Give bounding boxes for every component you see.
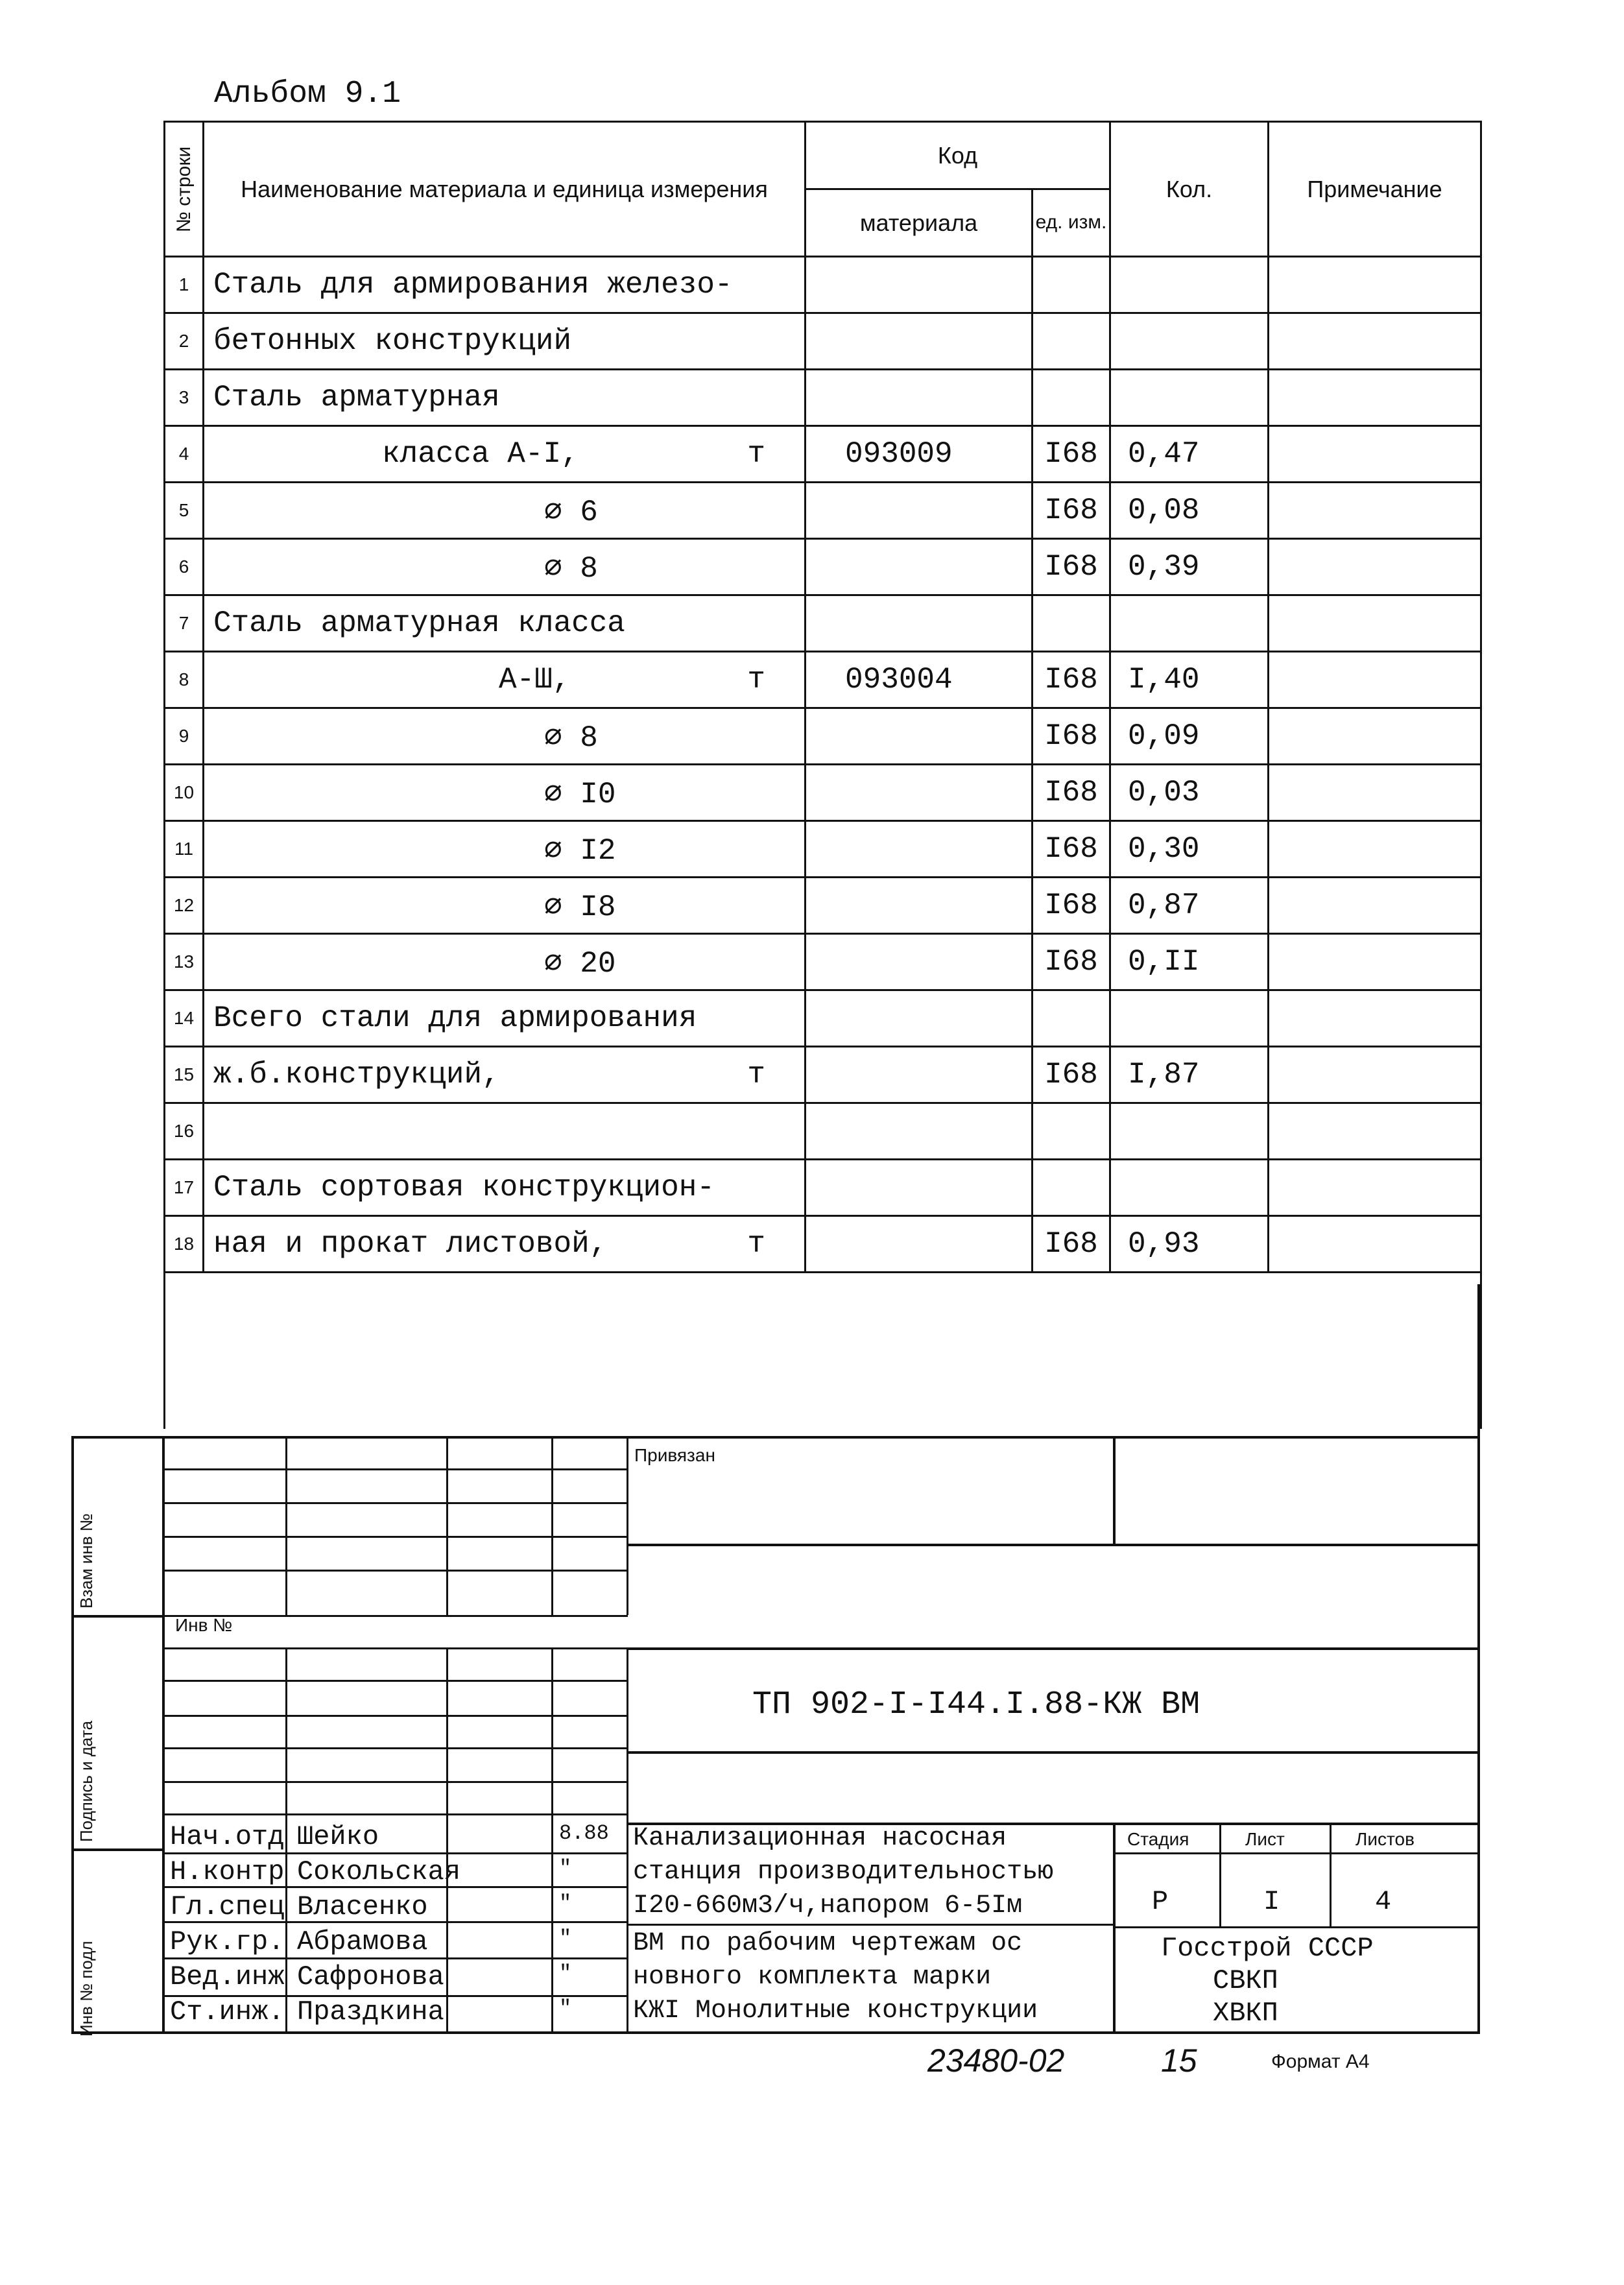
material-name-text: ⌀ 20 <box>544 946 616 981</box>
material-name-text: ⌀ 6 <box>544 495 598 529</box>
table-row <box>165 1047 1481 1103</box>
org-line-1: Госстрой СССР <box>1161 1933 1374 1964</box>
unit-code: I68 <box>1033 483 1110 539</box>
frame-line <box>1477 1284 1480 2034</box>
stamp-person-date: " <box>559 1996 572 2020</box>
stamp-person-name: Праздкина <box>297 1996 444 2028</box>
frame-line <box>71 1848 163 1851</box>
note <box>1269 313 1481 370</box>
material-name-text: Сталь арматурная <box>213 381 500 414</box>
stamp-person-date: 8.88 <box>559 1821 609 1845</box>
table-row <box>165 257 1481 313</box>
unit-code: I68 <box>1033 426 1110 483</box>
unit-code <box>1033 990 1110 1047</box>
material-name <box>204 1047 806 1103</box>
material-name-text: класса А-I, <box>382 437 579 471</box>
note <box>1269 257 1481 313</box>
frame-line <box>162 1468 628 1470</box>
stamp-title-line: станция производительностью <box>633 1858 1054 1887</box>
note <box>1269 1103 1481 1160</box>
material-code <box>806 1160 1033 1216</box>
frame-line <box>1113 1436 1116 1544</box>
material-code <box>806 539 1033 595</box>
table-row <box>165 1216 1481 1273</box>
unit-code: I68 <box>1033 821 1110 878</box>
row-number: 18 <box>165 1216 204 1273</box>
unit-code <box>1033 313 1110 370</box>
material-name-text: ⌀ 8 <box>544 551 598 586</box>
unit-code: I68 <box>1033 934 1110 990</box>
material-code <box>806 257 1033 313</box>
material-code <box>806 878 1033 934</box>
material-name <box>204 934 806 990</box>
row-number: 12 <box>165 878 204 934</box>
header-code-material: материала <box>806 189 1033 257</box>
frame-line <box>71 2031 1480 2034</box>
unit-code: I68 <box>1033 765 1110 821</box>
blank-area <box>165 1273 1481 1430</box>
material-name <box>204 990 806 1047</box>
note <box>1269 652 1481 708</box>
unit-code: I68 <box>1033 1047 1110 1103</box>
blank-cell <box>165 1273 1481 1430</box>
header-name: Наименование материала и единица измерения <box>204 122 806 257</box>
material-name <box>204 483 806 539</box>
frame-line <box>627 1436 628 1615</box>
frame-line <box>627 1924 1113 1926</box>
note <box>1269 990 1481 1047</box>
unit-code <box>1033 595 1110 652</box>
material-name-text: ж.б.конструкций, <box>213 1058 500 1092</box>
stamp-title-line: I20-660м3/ч,напором 6-5Iм <box>633 1891 1023 1920</box>
stage-value: Р <box>1152 1886 1169 1917</box>
frame-line <box>71 1615 163 1618</box>
frame-line <box>162 1957 628 1959</box>
table-row <box>165 370 1481 426</box>
stamp-title-line: новного комплекта марки <box>633 1963 992 1992</box>
unit-code <box>1033 257 1110 313</box>
material-code <box>806 595 1033 652</box>
side-vzam: Взам инв № <box>77 1513 96 1609</box>
row-number: 9 <box>165 708 204 765</box>
material-name <box>204 313 806 370</box>
inv-no-label: Инв № <box>175 1615 233 1635</box>
album-label: Альбом 9.1 <box>214 77 401 112</box>
unit-code: I68 <box>1033 708 1110 765</box>
material-code <box>806 483 1033 539</box>
material-name <box>204 765 806 821</box>
frame-line <box>627 1647 628 2031</box>
row-number: 13 <box>165 934 204 990</box>
header-note: Примечание <box>1269 122 1481 257</box>
quantity <box>1110 990 1269 1047</box>
material-name-text: Сталь сортовая конструкцион- <box>213 1171 715 1204</box>
unit-label: т <box>747 1227 765 1261</box>
unit-code <box>1033 1160 1110 1216</box>
table-row <box>165 483 1481 539</box>
material-code: 093009 <box>806 426 1033 483</box>
stamp-person-name: Сафронова <box>297 1961 444 1992</box>
material-code <box>806 1216 1033 1273</box>
footer-number: 23480-02 <box>927 2042 1065 2079</box>
frame-line <box>551 1436 553 1615</box>
row-number: 17 <box>165 1160 204 1216</box>
material-name <box>204 1103 806 1160</box>
material-code <box>806 1047 1033 1103</box>
unit-label: т <box>747 663 765 697</box>
footer-format: Формат А4 <box>1271 2051 1370 2072</box>
table-row <box>165 1160 1481 1216</box>
row-number: 3 <box>165 370 204 426</box>
stamp-person-role: Гл.спец <box>170 1891 285 1922</box>
material-name <box>204 257 806 313</box>
stamp-person-role: Вед.инж <box>170 1961 285 1992</box>
frame-line <box>627 1751 1479 1754</box>
frame-line <box>162 1536 628 1538</box>
quantity: I,87 <box>1110 1047 1269 1103</box>
unit-code: I68 <box>1033 539 1110 595</box>
material-name-text: ная и прокат листовой, <box>213 1227 608 1261</box>
note <box>1269 595 1481 652</box>
quantity: 0,39 <box>1110 539 1269 595</box>
frame-line <box>551 1647 553 2031</box>
quantity: I,40 <box>1110 652 1269 708</box>
table-row <box>165 934 1481 990</box>
header-code: Код <box>806 122 1110 189</box>
material-name <box>204 426 806 483</box>
material-name <box>204 1160 806 1216</box>
frame-line <box>162 1747 628 1749</box>
table-row <box>165 765 1481 821</box>
material-name-text: ⌀ I2 <box>544 833 616 868</box>
material-name-text: ⌀ I0 <box>544 777 616 811</box>
stamp-person-name: Власенко <box>297 1891 428 1922</box>
frame-line <box>627 1544 1479 1546</box>
quantity: 0,30 <box>1110 821 1269 878</box>
table-row <box>165 990 1481 1047</box>
frame-line <box>162 1813 628 1815</box>
note <box>1269 821 1481 878</box>
material-code <box>806 708 1033 765</box>
footer-page: 15 <box>1161 2042 1197 2079</box>
quantity <box>1110 1160 1269 1216</box>
table-row <box>165 708 1481 765</box>
material-name <box>204 821 806 878</box>
quantity <box>1110 370 1269 426</box>
material-code <box>806 765 1033 821</box>
note <box>1269 539 1481 595</box>
material-name-text: Всего стали для армирования <box>213 1001 697 1035</box>
stamp-person-role: Нач.отд <box>170 1821 285 1852</box>
frame-line <box>162 1715 628 1717</box>
frame-line <box>1219 1823 1221 1926</box>
frame-line <box>162 1570 628 1572</box>
table-row <box>165 652 1481 708</box>
frame-line <box>162 1502 628 1504</box>
stamp-person-name: Шейко <box>297 1821 379 1852</box>
side-inv: Инв № подл <box>77 1941 96 2037</box>
side-podp: Подпись и дата <box>77 1720 96 1842</box>
sheet-label: Лист <box>1245 1829 1285 1849</box>
frame-line <box>162 1647 628 1649</box>
note <box>1269 765 1481 821</box>
note <box>1269 1216 1481 1273</box>
material-code <box>806 821 1033 878</box>
quantity <box>1110 313 1269 370</box>
quantity: 0,08 <box>1110 483 1269 539</box>
table-row <box>165 821 1481 878</box>
material-name-text: ⌀ 8 <box>544 721 598 755</box>
note <box>1269 1160 1481 1216</box>
row-number: 1 <box>165 257 204 313</box>
material-code <box>806 990 1033 1047</box>
stamp-person-name: Абрамова <box>297 1926 428 1957</box>
row-number: 15 <box>165 1047 204 1103</box>
table-row <box>165 1103 1481 1160</box>
material-code <box>806 370 1033 426</box>
unit-code: I68 <box>1033 1216 1110 1273</box>
material-name <box>204 708 806 765</box>
frame-line <box>71 1436 1480 1439</box>
frame-line <box>285 1647 287 2031</box>
frame-line <box>1113 1852 1479 1854</box>
note <box>1269 708 1481 765</box>
row-number: 11 <box>165 821 204 878</box>
note <box>1269 426 1481 483</box>
row-number: 5 <box>165 483 204 539</box>
frame-line <box>162 1852 628 1854</box>
stamp-title-line: ВМ по рабочим чертежам ос <box>633 1929 1023 1958</box>
unit-code: I68 <box>1033 652 1110 708</box>
note <box>1269 370 1481 426</box>
stamp-person-date: " <box>559 1926 572 1950</box>
table-row <box>165 313 1481 370</box>
material-name-text: ⌀ I8 <box>544 890 616 924</box>
material-name-text: Сталь арматурная класса <box>213 606 625 640</box>
privyazan-label: Привязан <box>634 1445 715 1465</box>
org-line-2: СВКП <box>1213 1965 1278 1996</box>
material-code <box>806 934 1033 990</box>
row-number: 8 <box>165 652 204 708</box>
material-name <box>204 370 806 426</box>
quantity <box>1110 257 1269 313</box>
frame-line <box>446 1436 448 1615</box>
table-row <box>165 878 1481 934</box>
material-name <box>204 878 806 934</box>
material-name <box>204 652 806 708</box>
frame-line <box>162 1436 165 2034</box>
unit-label: т <box>747 437 765 471</box>
row-number: 14 <box>165 990 204 1047</box>
quantity: 0,93 <box>1110 1216 1269 1273</box>
material-name-text: А-Ш, <box>499 663 571 697</box>
row-number: 4 <box>165 426 204 483</box>
note <box>1269 934 1481 990</box>
quantity: 0,09 <box>1110 708 1269 765</box>
material-name <box>204 1216 806 1273</box>
material-code <box>806 1103 1033 1160</box>
frame-line <box>627 1647 1479 1650</box>
note <box>1269 483 1481 539</box>
row-number: 7 <box>165 595 204 652</box>
frame-line <box>71 1436 74 2034</box>
unit-code <box>1033 1103 1110 1160</box>
document-code: ТП 902-I-I44.I.88-КЖ ВМ <box>752 1686 1200 1723</box>
frame-line <box>285 1436 287 1615</box>
frame-line <box>1330 1823 1331 1926</box>
row-number: 16 <box>165 1103 204 1160</box>
material-code <box>806 313 1033 370</box>
material-name-text: Сталь для армирования железо- <box>213 268 733 302</box>
row-number: 10 <box>165 765 204 821</box>
frame-line <box>446 1647 448 2031</box>
stamp-person-date: " <box>559 1891 572 1915</box>
stamp-title-line: Канализационная насосная <box>633 1824 1007 1853</box>
stage-label: Стадия <box>1127 1829 1189 1849</box>
header-qty: Кол. <box>1110 122 1269 257</box>
stamp-person-role: Н.контр <box>170 1856 285 1887</box>
stamp-person-date: " <box>559 1856 572 1880</box>
stamp-person-role: Ст.инж. <box>170 1996 285 2028</box>
quantity: 0,03 <box>1110 765 1269 821</box>
row-number: 6 <box>165 539 204 595</box>
header-row-no: № строки <box>165 122 204 257</box>
table-row <box>165 595 1481 652</box>
material-name <box>204 539 806 595</box>
sheets-label: Листов <box>1355 1829 1415 1849</box>
quantity <box>1110 1103 1269 1160</box>
note <box>1269 1047 1481 1103</box>
unit-label: т <box>747 1058 765 1092</box>
stamp-title-line: КЖI Монолитные конструкции <box>633 1996 1038 2026</box>
unit-code: I68 <box>1033 878 1110 934</box>
table-row <box>165 539 1481 595</box>
quantity: 0,47 <box>1110 426 1269 483</box>
stamp-person-name: Сокольская <box>297 1856 461 1887</box>
org-line-3: ХВКП <box>1213 1998 1278 2029</box>
stamp-person-date: " <box>559 1961 572 1985</box>
note <box>1269 878 1481 934</box>
frame-line <box>162 1680 628 1682</box>
materials-table <box>163 121 1482 1429</box>
frame-line <box>1113 1926 1479 1928</box>
quantity <box>1110 595 1269 652</box>
frame-line <box>162 1781 628 1783</box>
row-number: 2 <box>165 313 204 370</box>
table-row <box>165 426 1481 483</box>
header-code-unit: ед. изм. <box>1033 189 1110 257</box>
stamp-person-role: Рук.гр. <box>170 1926 285 1957</box>
material-name <box>204 595 806 652</box>
quantity: 0,87 <box>1110 878 1269 934</box>
sheets-value: 4 <box>1375 1886 1392 1917</box>
quantity: 0,II <box>1110 934 1269 990</box>
unit-code <box>1033 370 1110 426</box>
sheet-value: I <box>1263 1886 1280 1917</box>
material-code: 093004 <box>806 652 1033 708</box>
material-name-text: бетонных конструкций <box>213 324 572 358</box>
